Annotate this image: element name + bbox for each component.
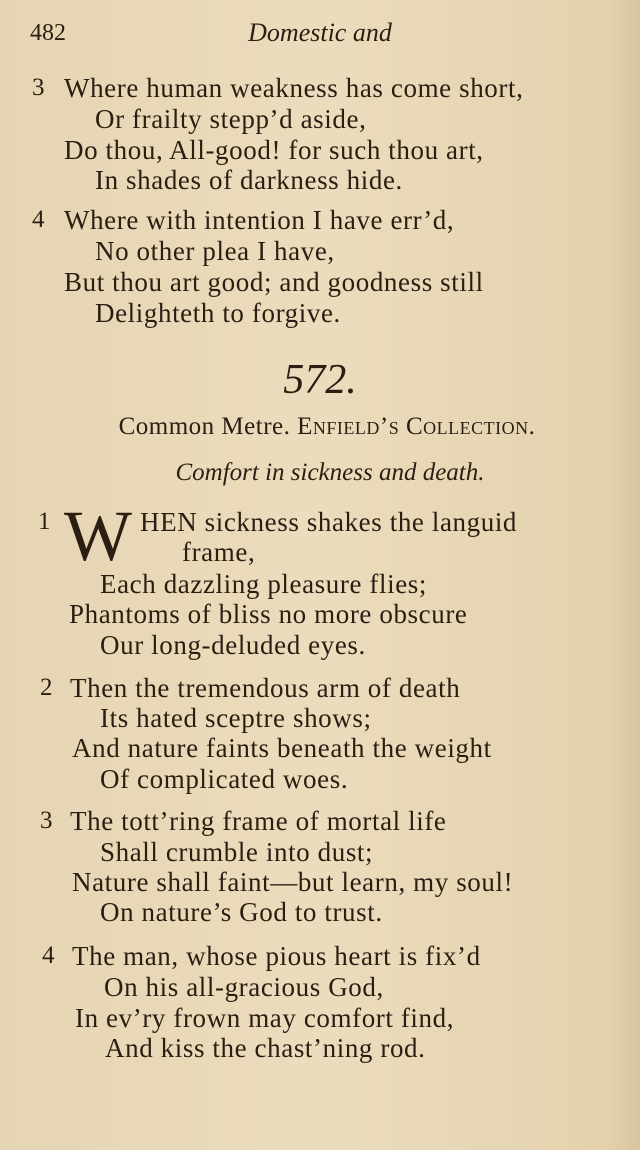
verse-line: Where human weakness has come short,: [64, 73, 524, 103]
verse-line: Of complicated woes.: [100, 764, 349, 794]
stanza-number: 1: [38, 508, 51, 535]
verse-line: Then the tremendous arm of death: [70, 673, 461, 703]
verse-line: Shall crumble into dust;: [100, 837, 374, 867]
verse-line: And nature faints beneath the weight: [72, 733, 492, 763]
verse-line: On his all-gracious God,: [104, 972, 384, 1002]
stanza-number: 4: [32, 206, 45, 233]
verse-line: Our long-deluded eyes.: [100, 630, 366, 660]
verse-line: Or frailty stepp’d aside,: [95, 104, 367, 134]
page-number: 482: [30, 20, 66, 46]
verse-line: Where with intention I have err’d,: [64, 205, 455, 235]
hymn-metre: Common Metre.: [118, 413, 291, 440]
verse-line: In shades of darkness hide.: [95, 165, 403, 195]
verse-line: On nature’s God to trust.: [100, 897, 383, 927]
verse-line: Do thou, All-good! for such thou art,: [64, 135, 484, 165]
verse-line: frame,: [182, 537, 256, 567]
verse-line: The tott’ring frame of mortal life: [70, 806, 447, 836]
drop-cap: W: [64, 496, 132, 576]
verse-line: Its hated sceptre shows;: [100, 703, 372, 733]
hymn-source: Enfield’s Collection.: [297, 413, 536, 440]
verse-line: No other plea I have,: [95, 236, 335, 266]
verse-line: Delighteth to forgive.: [95, 298, 341, 328]
verse-line: Each dazzling pleasure flies;: [100, 569, 428, 599]
hymn-number: 572.: [283, 357, 357, 403]
stanza-number: 2: [40, 674, 53, 701]
hymn-metre-source: [0, 413, 640, 441]
verse-line: The man, whose pious heart is fix’d: [72, 941, 481, 971]
verse-line: And kiss the chast’ning rod.: [105, 1033, 426, 1063]
stanza-number: 3: [32, 74, 45, 101]
running-title: Domestic and: [248, 18, 392, 47]
verse-line: In ev’ry frown may comfort find,: [75, 1003, 455, 1033]
verse-line: But thou art good; and goodness still: [64, 267, 484, 297]
hymn-title: Comfort in sickness and death.: [175, 459, 485, 486]
verse-line: Phantoms of bliss no more obscure: [69, 599, 468, 629]
stanza-number: 4: [42, 942, 55, 969]
verse-line: HEN sickness shakes the languid: [140, 507, 518, 537]
verse-line: Nature shall faint—but learn, my soul!: [72, 867, 514, 897]
stanza-number: 3: [40, 807, 53, 834]
